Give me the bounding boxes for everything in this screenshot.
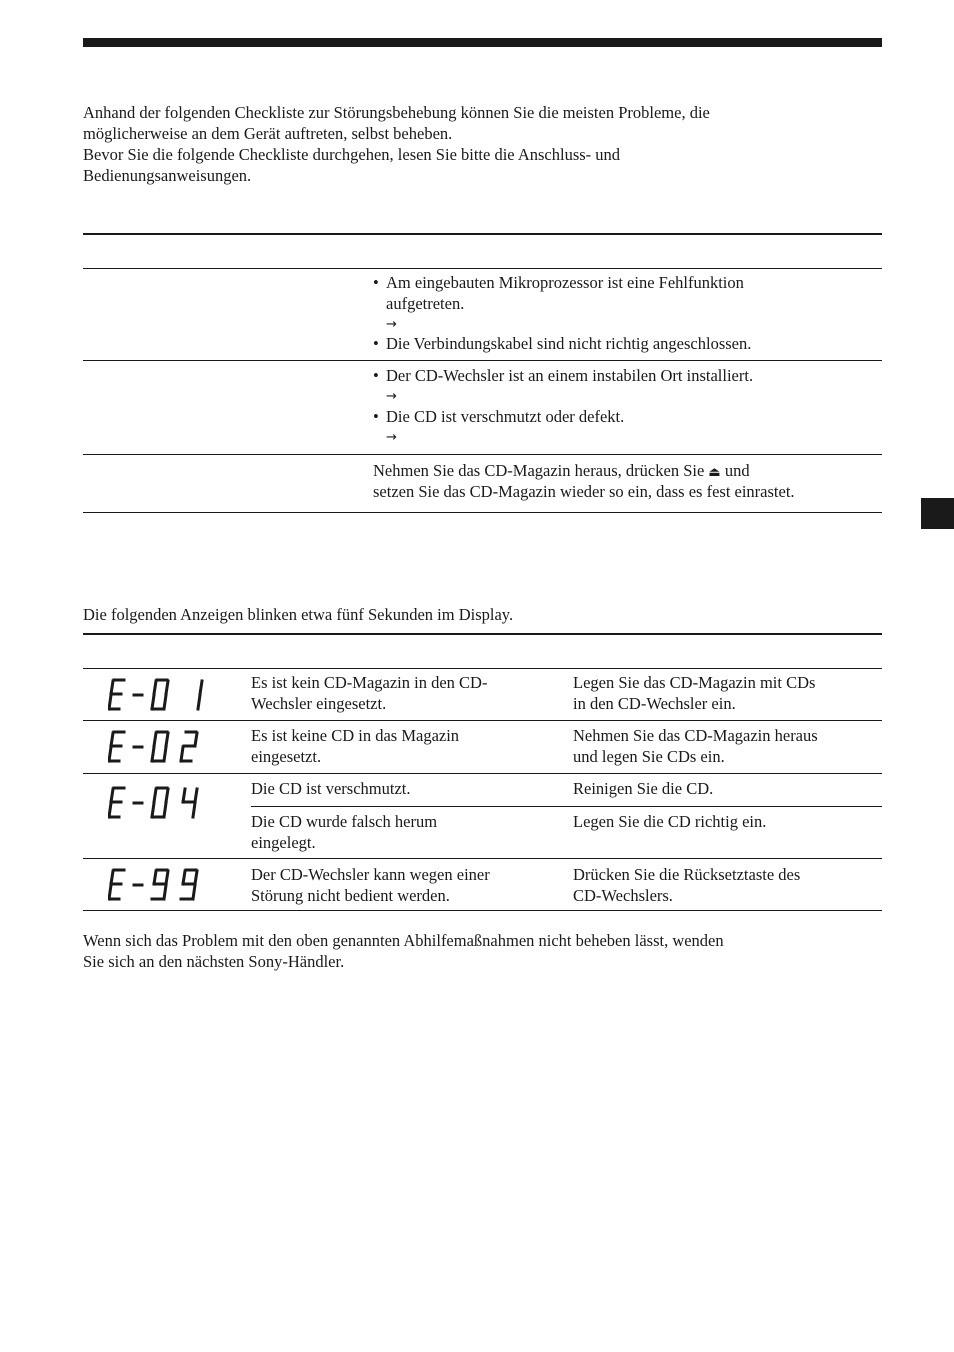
error-cause: Der CD-Wechsler kann wegen einer bbox=[251, 865, 490, 884]
row-divider bbox=[83, 720, 882, 721]
row-divider bbox=[83, 360, 882, 361]
intro-line: Bevor Sie die folgende Checkliste durchgehen, lesen Sie bitte die Anschluss- und bbox=[83, 145, 621, 164]
error-cause: eingelegt. bbox=[251, 833, 316, 852]
arrow-right-icon: → bbox=[386, 430, 397, 445]
error-solution: Reinigen Sie die CD. bbox=[573, 779, 714, 798]
error-solution: und legen Sie CDs ein. bbox=[573, 747, 725, 766]
row-divider bbox=[83, 454, 882, 455]
display-code-e01 bbox=[108, 678, 208, 712]
error-table-top-rule bbox=[83, 633, 882, 635]
section-tab-marker bbox=[921, 498, 954, 529]
table-top-rule bbox=[83, 233, 882, 235]
intro-line: möglicherweise an dem Gerät auftreten, selbst beheben. bbox=[83, 124, 453, 143]
error-cause: Störung nicht bedient werden. bbox=[251, 886, 450, 905]
error-cause: eingesetzt. bbox=[251, 747, 322, 766]
display-code-e99 bbox=[108, 868, 208, 902]
cause-item-cont: aufgetreten. bbox=[386, 294, 465, 313]
error-solution: Nehmen Sie das CD-Magazin heraus bbox=[573, 726, 818, 745]
error-solution: Legen Sie das CD-Magazin mit CDs bbox=[573, 673, 816, 692]
error-solution: Drücken Sie die Rücksetztaste des bbox=[573, 865, 801, 884]
display-code-e04 bbox=[108, 786, 208, 820]
error-cause: Die CD wurde falsch herum bbox=[251, 812, 438, 831]
eject-icon: ⏏ bbox=[708, 465, 721, 480]
display-code-e02 bbox=[108, 730, 208, 764]
intro-line: Bedienungsanweisungen. bbox=[83, 166, 252, 185]
top-rule bbox=[83, 38, 882, 47]
error-cause: Die CD ist verschmutzt. bbox=[251, 779, 411, 798]
row-divider bbox=[83, 773, 882, 774]
arrow-right-icon: → bbox=[386, 389, 397, 404]
sub-row-divider bbox=[251, 806, 882, 807]
error-cause: Es ist keine CD in das Magazin bbox=[251, 726, 460, 745]
cause-item: • Die Verbindungskabel sind nicht richtig angeschlossen. bbox=[373, 334, 752, 353]
table-header-rule bbox=[83, 268, 882, 269]
error-solution: in den CD-Wechsler ein. bbox=[573, 694, 736, 713]
error-cause: Es ist kein CD-Magazin in den CD- bbox=[251, 673, 488, 692]
cause-item: • Der CD-Wechsler ist an einem instabilen Ort installiert. bbox=[373, 366, 754, 385]
error-intro: Die folgenden Anzeigen blinken etwa fünf Sekunden im Display. bbox=[83, 605, 514, 624]
error-solution: Legen Sie die CD richtig ein. bbox=[573, 812, 767, 831]
intro-text bbox=[83, 102, 883, 186]
error-cause: Wechsler eingesetzt. bbox=[251, 694, 387, 713]
footer-note: Sie sich an den nächsten Sony-Händler. bbox=[83, 952, 345, 971]
error-table-header-rule bbox=[83, 668, 882, 669]
row-divider bbox=[83, 858, 882, 859]
cause-item: • Die CD ist verschmutzt oder defekt. bbox=[373, 407, 625, 426]
cause-item: • Am eingebauten Mikroprozessor ist eine Fehlfunktion bbox=[373, 273, 744, 292]
error-solution: CD-Wechslers. bbox=[573, 886, 673, 905]
footer-note: Wenn sich das Problem mit den oben genannten Abhilfemaßnahmen nicht beheben lässt, wenden bbox=[83, 931, 724, 950]
arrow-right-icon: → bbox=[386, 317, 397, 332]
solution-text: Nehmen Sie das CD-Magazin heraus, drücken Sie ⏏ und bbox=[373, 461, 750, 480]
table-bottom-rule bbox=[83, 512, 882, 513]
error-table-bottom-rule bbox=[83, 910, 882, 911]
solution-text: setzen Sie das CD-Magazin wieder so ein, dass es fest einrastet. bbox=[373, 482, 795, 501]
intro-line: Anhand der folgenden Checkliste zur Störungsbehebung können Sie die meisten Probleme, die bbox=[83, 103, 710, 122]
